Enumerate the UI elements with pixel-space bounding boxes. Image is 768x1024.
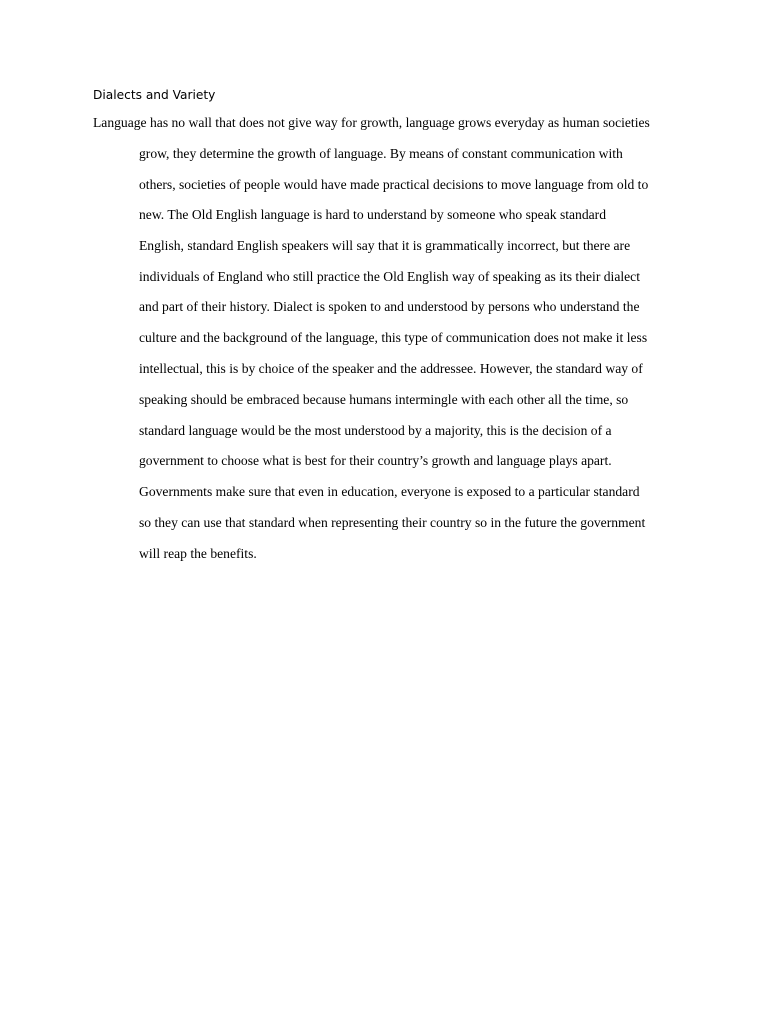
paragraph-line: individuals of England who still practice the Old English way of speaking as its their dialect [139, 269, 640, 284]
paragraph-line: culture and the background of the language, this type of communication does not make it less [139, 330, 648, 345]
paragraph-line: will reap the benefits. [139, 546, 257, 561]
paragraph-line: government to choose what is best for their country’s growth and language plays apart. [139, 453, 612, 468]
paragraph-line: English, standard English speakers will say that it is grammatically incorrect, but there are [139, 238, 631, 253]
paragraph-line: standard language would be the most understood by a majority, this is the decision of a [139, 423, 612, 438]
paragraph-line: others, societies of people would have made practical decisions to move language from old to [139, 177, 649, 192]
paragraph-line: grow, they determine the growth of language. By means of constant communication with [139, 146, 623, 161]
paragraph-line: speaking should be embraced because humans intermingle with each other all the time, so [139, 392, 629, 407]
document-title: Dialects and Variety [93, 88, 216, 102]
paragraph-line: intellectual, this is by choice of the speaker and the addressee. However, the standard way of [139, 361, 643, 376]
paragraph-line: Language has no wall that does not give way for growth, language grows everyday as human societies [93, 115, 650, 130]
paragraph-line: and part of their history. Dialect is spoken to and understood by persons who understand the [139, 299, 640, 314]
paragraph-line: new. The Old English language is hard to understand by someone who speak standard [139, 207, 606, 222]
paragraph-line: Governments make sure that even in education, everyone is exposed to a particular standard [139, 484, 640, 499]
paragraph-line: so they can use that standard when representing their country so in the future the government [139, 515, 646, 530]
